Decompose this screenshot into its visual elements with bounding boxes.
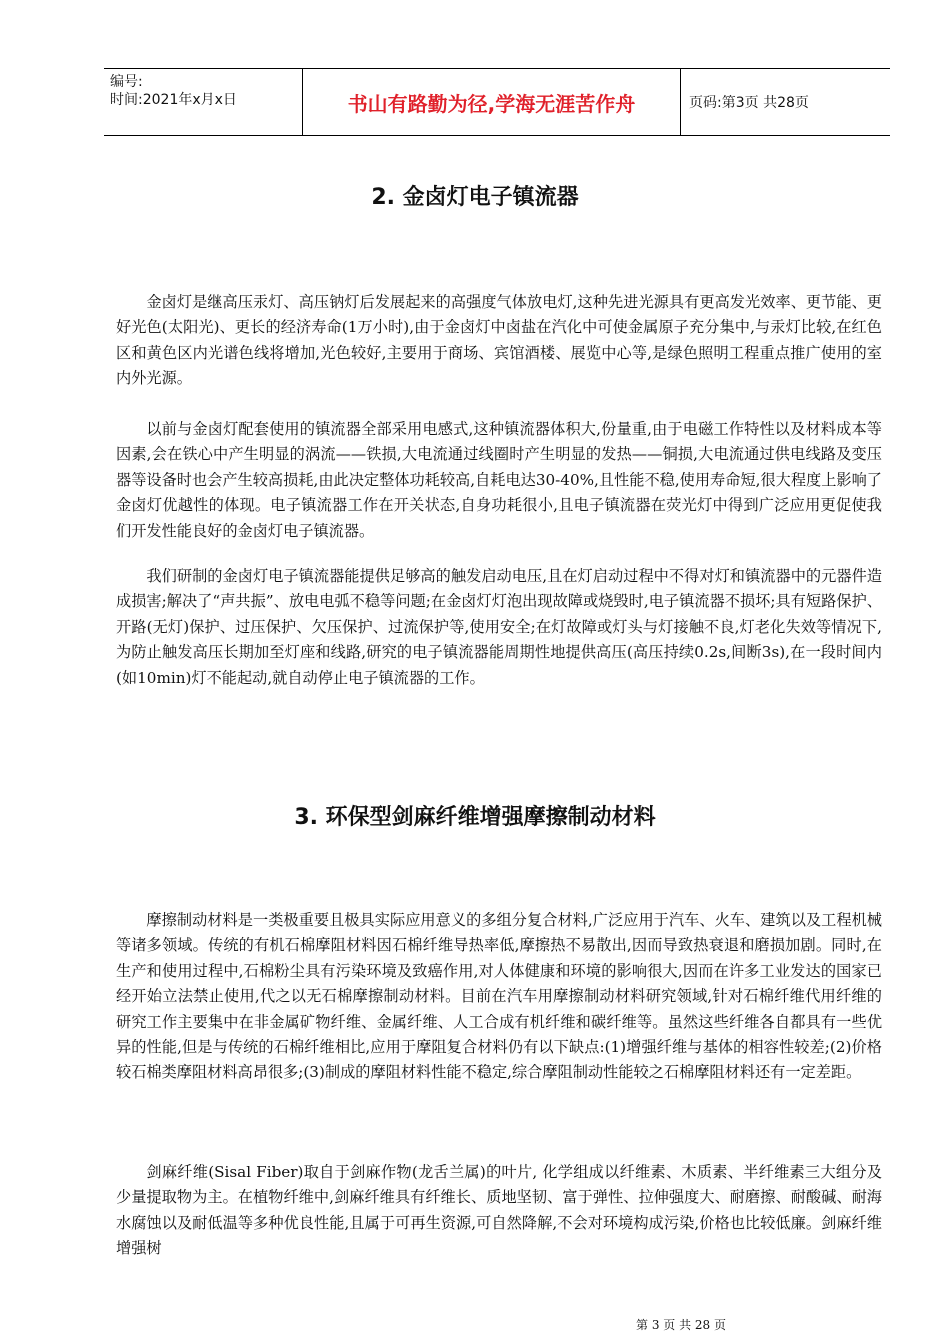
header-page-label: 页码:第3页 共28页 [689, 95, 809, 111]
paragraph: 摩擦制动材料是一类极重要且极具实际应用意义的多组分复合材料,广泛应用于汽车、火车、建筑以及工程机械等诸多领域。传统的有机石棉摩阻材料因石棉纤维导热率低,摩擦热不易散出,因而导致热衰退和磨损加剧。同时,在生产和使用过程中,石棉粉尘具有污染环境及致癌作用,对人体健康和环境的影响很大,因而在许多工业发达的国家已经开始立法禁止使用,代之以无石棉摩擦制动材料。目前在汽车用摩擦制动材料研究领域,针对石棉纤维代用纤维的研究工作主要集中在非金属矿物纤维、金属纤维、人工合成有机纤维和碳纤维等。虽然这些纤维各自都具有一些优异的性能,但是与传统的石棉纤维相比,应用于摩阻复合材料仍有以下缺点:(1)增强纤维与基体的相容性较差;(2)价格较石棉类摩阻材料高昂很多;(3)制成的摩阻材料性能不稳定,综合摩阻制动性能较之石棉摩阻材料还有一定差距。 [116, 911, 882, 1082]
header-number-label: 编号: [110, 74, 143, 90]
paragraph: 以前与金卤灯配套使用的镇流器全部采用电感式,这种镇流器体积大,份量重,由于电磁工作特性以及材料成本等因素,会在铁心中产生明显的涡流——铁损,大电流通过线圈时产生明显的发热——铜损,大电流通过供电线路及变压器等设备时也会产生较高损耗,由此决定整体功耗较高,自耗电达30-40%,且性能不稳,使用寿命短,很大程度上影响了金卤灯优越性的体现。电子镇流器工作在开关状态,自身功耗很小,且电子镇流器在荧光灯中得到广泛应用更促使我们开发性能良好的金卤灯电子镇流器。 [116, 420, 882, 540]
header-meta [104, 69, 303, 135]
page-footer: 第 3 页 共 28 页 [636, 1318, 726, 1332]
header-motto: 书山有路勤为径,学海无涯苦作舟 [303, 69, 681, 135]
section-title-ballast: 2. 金卤灯电子镇流器 [371, 185, 579, 210]
paragraph: 我们研制的金卤灯电子镇流器能提供足够高的触发启动电压,且在灯启动过程中不得对灯和镇流器中的元器件造成损害;解决了“声共振”、放电电弧不稳等问题;在金卤灯灯泡出现故障或烧毁时,电子镇流器不损坏;具有短路保护、开路(无灯)保护、过压保护、欠压保护、过流保护等,使用安全;在灯故障或灯头与灯接触不良,灯老化失效等情况下,为防止触发高压长期加至灯座和线路,研究的电子镇流器能周期性地提供高压(高压持续0.2s,间断3s),在一段时间内(如10min)灯不能起动,就自动停止电子镇流器的工作。 [116, 567, 882, 687]
section-title-sisal: 3. 环保型剑麻纤维增强摩擦制动材料 [294, 805, 656, 830]
paragraph: 金卤灯是继高压汞灯、高压钠灯后发展起来的高强度气体放电灯,这种先进光源具有更高发光效率、更节能、更好光色(太阳光)、更长的经济寿命(1万小时),由于金卤灯中卤盐在汽化中可使金属原子充分集中,与汞灯比较,在红色区和黄色区内光谱色线将增加,光色较好,主要用于商场、宾馆酒楼、展览中心等,是绿色照明工程重点推广使用的室内外光源。 [116, 293, 882, 388]
header-date-label: 时间:2021年x月x日 [110, 92, 237, 108]
paragraph: 剑麻纤维(Sisal Fiber)取自于剑麻作物(龙舌兰属)的叶片, 化学组成以纤维素、木质素、半纤维素三大组分及少量提取物为主。在植物纤维中,剑麻纤维具有纤维长、质地坚韧、富于弹性、拉伸强度大、耐磨擦、耐酸碱、耐海水腐蚀以及耐低温等多种优良性能,且属于可再生资源,可自然降解,不会对环境构成污染,价格也比较低廉。剑麻纤维增强树 [116, 1163, 882, 1258]
page-header [104, 68, 890, 136]
